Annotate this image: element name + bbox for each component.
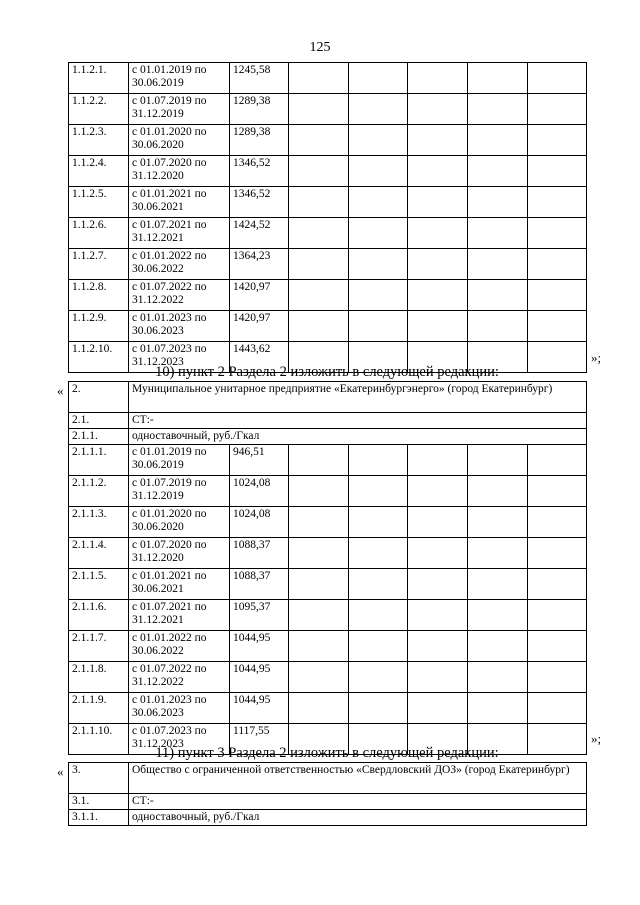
sub-label: СТ:- [129,413,587,429]
section-heading-10: 10) пункт 2 Раздела 2 изложить в следующей редакции: [155,364,499,380]
row-period: с 01.01.2022 по 30.06.2022 [129,631,230,662]
empty-cell [468,693,528,724]
table-row [69,63,587,94]
empty-cell [349,600,408,631]
empty-cell [408,662,468,693]
empty-cell [408,187,468,218]
row-value: 1289,38 [230,125,289,156]
row-period: с 01.07.2020 по 31.12.2020 [129,538,230,569]
empty-cell [289,125,349,156]
sub-label: СТ:- [129,794,587,810]
row-value: 1044,95 [230,631,289,662]
sub-row [69,413,587,429]
empty-cell [408,600,468,631]
row-period: с 01.01.2021 по 30.06.2021 [129,569,230,600]
row-value: 1420,97 [230,311,289,342]
row-period: с 01.01.2019 по 30.06.2019 [129,63,230,94]
row-number: 2.1.1.1. [69,445,129,476]
opening-quote-3: « [57,764,64,779]
table-row [69,600,587,631]
type-label: одноставочный, руб./Гкал [129,429,587,445]
type-row [69,429,587,445]
empty-cell [349,156,408,187]
empty-cell [289,280,349,311]
row-value: 1346,52 [230,187,289,218]
tariff-table-1 [68,62,587,373]
empty-cell [289,94,349,125]
empty-cell [408,569,468,600]
empty-cell [349,280,408,311]
empty-cell [289,600,349,631]
empty-cell [289,218,349,249]
row-number: 2.1.1.6. [69,600,129,631]
empty-cell [289,538,349,569]
empty-cell [468,569,528,600]
empty-cell [349,507,408,538]
empty-cell [408,311,468,342]
empty-cell [528,94,587,125]
row-number: 1.1.2.6. [69,218,129,249]
empty-cell [408,538,468,569]
empty-cell [528,311,587,342]
empty-cell [349,445,408,476]
row-value: 1420,97 [230,280,289,311]
empty-cell [468,63,528,94]
empty-cell [349,63,408,94]
empty-cell [289,156,349,187]
row-number: 2.1.1.7. [69,631,129,662]
org-num: 2. [69,382,129,413]
row-value: 1245,58 [230,63,289,94]
empty-cell [528,156,587,187]
empty-cell [289,445,349,476]
empty-cell [468,662,528,693]
table-row [69,445,587,476]
empty-cell [528,693,587,724]
empty-cell [349,662,408,693]
empty-cell [289,311,349,342]
row-value: 1289,38 [230,94,289,125]
row-number: 1.1.2.10. [69,342,129,373]
empty-cell [528,280,587,311]
row-value: 1088,37 [230,569,289,600]
empty-cell [289,476,349,507]
empty-cell [528,125,587,156]
empty-cell [528,63,587,94]
table-row [69,507,587,538]
row-number: 2.1.1.2. [69,476,129,507]
table-row [69,156,587,187]
empty-cell [468,218,528,249]
empty-cell [289,249,349,280]
row-value: 1346,52 [230,156,289,187]
empty-cell [468,187,528,218]
table-row [69,693,587,724]
empty-cell [408,63,468,94]
empty-cell [468,538,528,569]
row-value: 1024,08 [230,507,289,538]
row-period: с 01.07.2023 по 31.12.2023 [129,342,230,373]
empty-cell [528,569,587,600]
table-row [69,187,587,218]
empty-cell [349,538,408,569]
org-name: Муниципальное унитарное предприятие «Екатеринбургэнерго» (город Екатеринбург) [129,382,587,413]
empty-cell [468,600,528,631]
row-number: 1.1.2.2. [69,94,129,125]
row-number: 1.1.2.1. [69,63,129,94]
empty-cell [408,94,468,125]
row-period: с 01.07.2019 по 31.12.2019 [129,476,230,507]
type-row [69,810,587,826]
empty-cell [289,63,349,94]
row-number: 1.1.2.5. [69,187,129,218]
org-row [69,763,587,794]
row-period: с 01.01.2020 по 30.06.2020 [129,507,230,538]
empty-cell [528,507,587,538]
closing-quote-2: »; [591,731,602,746]
empty-cell [468,476,528,507]
empty-cell [349,569,408,600]
table-row [69,569,587,600]
sub-row [69,794,587,810]
org-row [69,382,587,413]
empty-cell [528,249,587,280]
row-number: 2.1.1.4. [69,538,129,569]
empty-cell [528,662,587,693]
row-period: с 01.01.2022 по 30.06.2022 [129,249,230,280]
table-row [69,125,587,156]
row-number: 2.1.1.9. [69,693,129,724]
row-period: с 01.07.2022 по 31.12.2022 [129,280,230,311]
empty-cell [408,631,468,662]
row-period: с 01.07.2023 по 31.12.2023 [129,724,230,755]
table-row [69,218,587,249]
empty-cell [528,476,587,507]
row-value: 1024,08 [230,476,289,507]
row-number: 1.1.2.9. [69,311,129,342]
empty-cell [468,94,528,125]
empty-cell [349,693,408,724]
row-period: с 01.07.2022 по 31.12.2022 [129,662,230,693]
tariff-table-2 [68,381,587,755]
empty-cell [349,249,408,280]
empty-cell [408,445,468,476]
empty-cell [408,693,468,724]
org-num: 3. [69,763,129,794]
sub-num: 3.1. [69,794,129,810]
empty-cell [468,125,528,156]
row-value: 1044,95 [230,693,289,724]
empty-cell [528,187,587,218]
empty-cell [408,249,468,280]
empty-cell [468,311,528,342]
empty-cell [408,125,468,156]
empty-cell [528,218,587,249]
empty-cell [468,156,528,187]
opening-quote-2: « [57,383,64,398]
type-num: 2.1.1. [69,429,129,445]
table-row [69,311,587,342]
empty-cell [468,507,528,538]
row-value: 1088,37 [230,538,289,569]
empty-cell [349,187,408,218]
row-number: 2.1.1.3. [69,507,129,538]
row-number: 2.1.1.8. [69,662,129,693]
empty-cell [289,187,349,218]
org-name: Общество с ограниченной ответственностью «Свердловский ДОЗ» (город Екатеринбург) [129,763,587,794]
row-period: с 01.01.2021 по 30.06.2021 [129,187,230,218]
page-number: 125 [309,40,331,55]
empty-cell [349,94,408,125]
empty-cell [468,445,528,476]
row-value: 1424,52 [230,218,289,249]
row-number: 2.1.1.5. [69,569,129,600]
row-value: 1117,55 [230,724,289,755]
tariff-table-3 [68,762,587,826]
row-period: с 01.01.2023 по 30.06.2023 [129,311,230,342]
empty-cell [349,218,408,249]
row-number: 1.1.2.3. [69,125,129,156]
empty-cell [408,280,468,311]
empty-cell [289,693,349,724]
empty-cell [468,249,528,280]
empty-cell [528,538,587,569]
empty-cell [349,311,408,342]
table-row [69,280,587,311]
empty-cell [468,280,528,311]
table-row [69,476,587,507]
row-period: с 01.01.2020 по 30.06.2020 [129,125,230,156]
row-number: 1.1.2.8. [69,280,129,311]
empty-cell [289,569,349,600]
table-row [69,94,587,125]
empty-cell [289,662,349,693]
row-period: с 01.07.2021 по 31.12.2021 [129,218,230,249]
sub-num: 2.1. [69,413,129,429]
row-number: 2.1.1.10. [69,724,129,755]
empty-cell [349,631,408,662]
empty-cell [468,631,528,662]
row-period: с 01.07.2021 по 31.12.2021 [129,600,230,631]
row-period: с 01.01.2023 по 30.06.2023 [129,693,230,724]
type-num: 3.1.1. [69,810,129,826]
empty-cell [408,507,468,538]
empty-cell [408,218,468,249]
empty-cell [528,445,587,476]
row-period: с 01.07.2019 по 31.12.2019 [129,94,230,125]
empty-cell [289,631,349,662]
row-value: 1044,95 [230,662,289,693]
row-number: 1.1.2.4. [69,156,129,187]
table-row [69,538,587,569]
empty-cell [408,476,468,507]
closing-quote-1: »; [591,350,602,365]
table-row [69,631,587,662]
table-row [69,662,587,693]
row-value: 1443,62 [230,342,289,373]
empty-cell [289,507,349,538]
empty-cell [528,600,587,631]
empty-cell [349,125,408,156]
empty-cell [408,156,468,187]
row-number: 1.1.2.7. [69,249,129,280]
empty-cell [349,476,408,507]
table-row [69,249,587,280]
row-period: с 01.01.2019 по 30.06.2019 [129,445,230,476]
empty-cell [528,631,587,662]
section-heading-11: 11) пункт 3 Раздела 2 изложить в следующей редакции: [155,745,499,761]
row-value: 1095,37 [230,600,289,631]
type-label: одноставочный, руб./Гкал [129,810,587,826]
row-value: 1364,23 [230,249,289,280]
row-value: 946,51 [230,445,289,476]
row-period: с 01.07.2020 по 31.12.2020 [129,156,230,187]
